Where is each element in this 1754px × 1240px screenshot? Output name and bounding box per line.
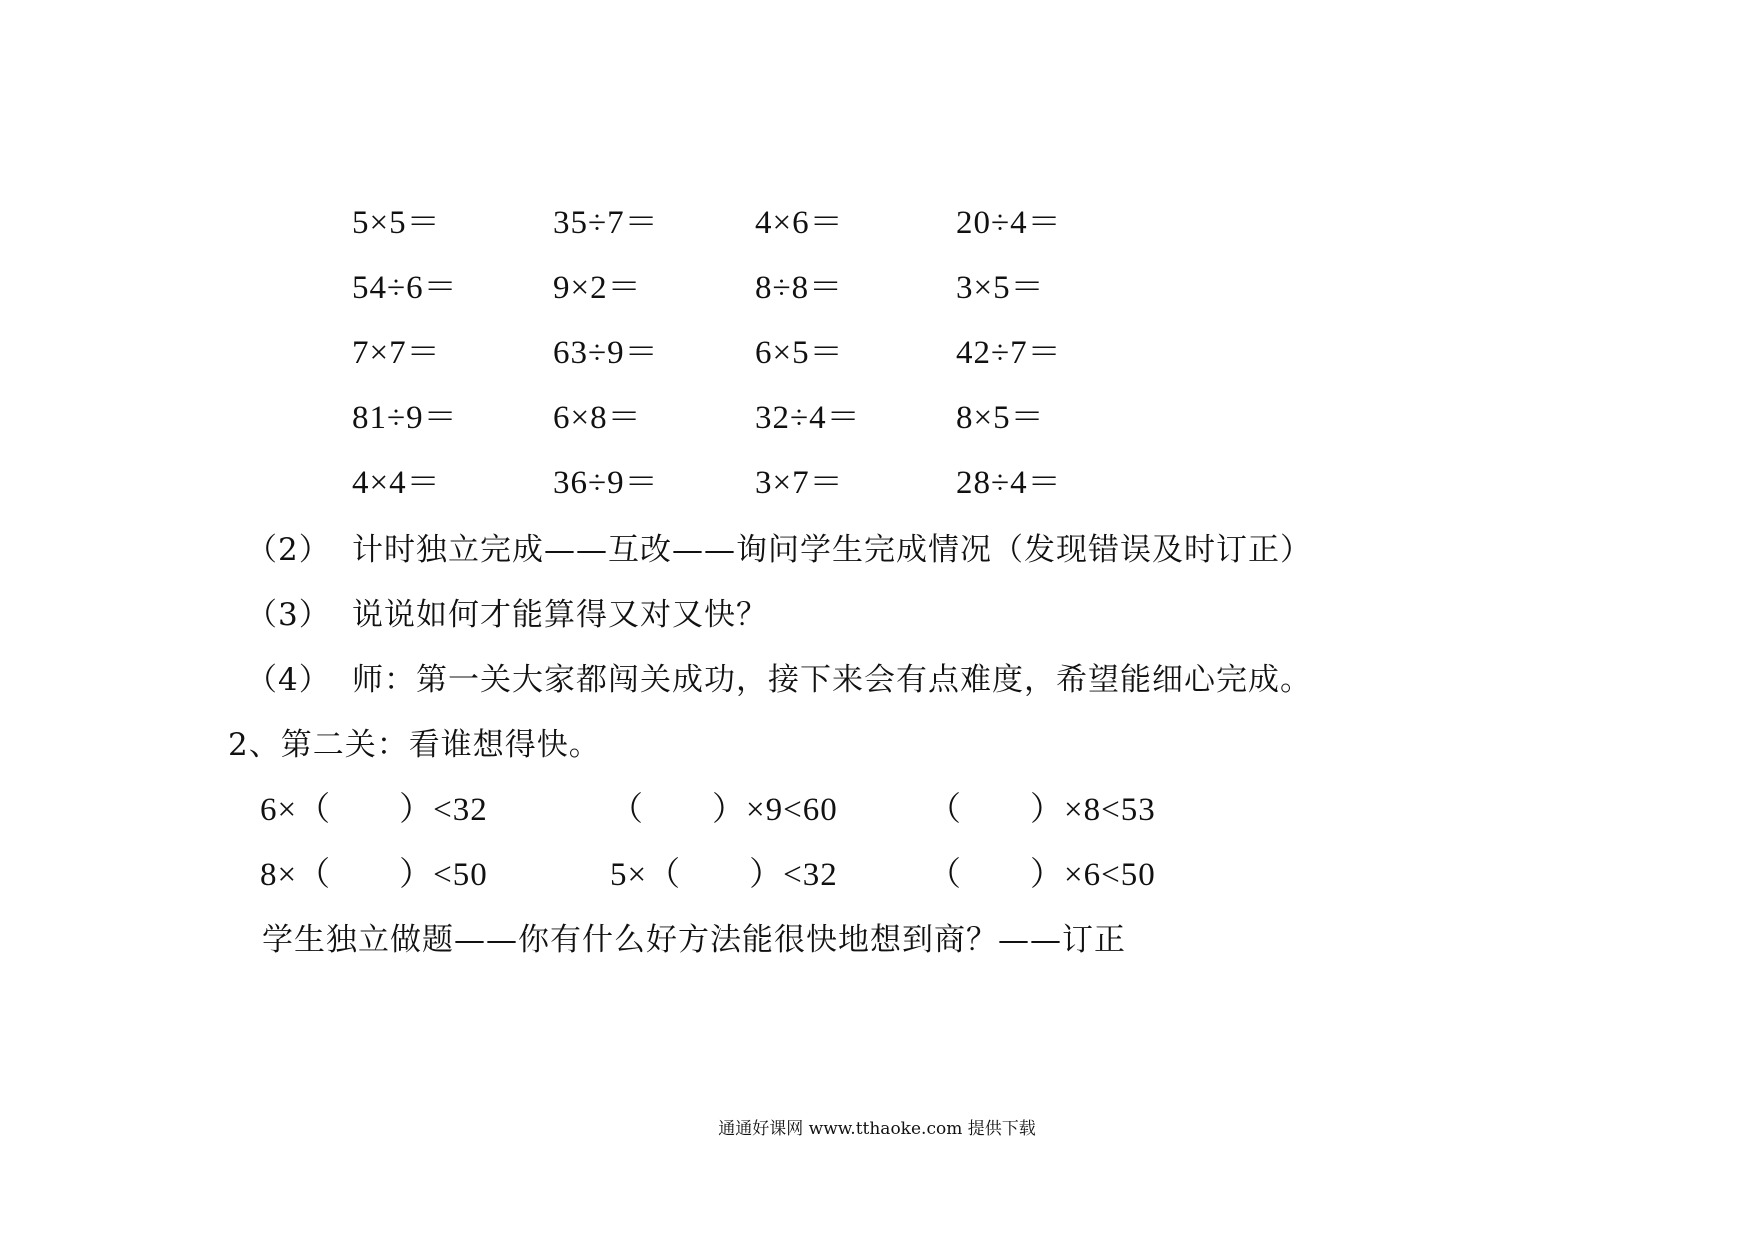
arithmetic-item: 8÷8＝: [755, 270, 844, 306]
arithmetic-item: 4×4＝: [352, 465, 441, 501]
arithmetic-item: 8×5＝: [956, 400, 1045, 436]
step-text: 师：第一关大家都闯关成功，接下来会有点难度，希望能细心完成。: [352, 662, 1312, 698]
step-number: （4）: [246, 662, 331, 698]
arithmetic-item: 6×8＝: [553, 400, 642, 436]
arithmetic-item: 36÷9＝: [553, 465, 659, 501]
arithmetic-item: 3×5＝: [956, 270, 1045, 306]
inequality-item: 5×（ ）<32: [610, 857, 838, 893]
arithmetic-item: 35÷7＝: [553, 205, 659, 241]
inequality-item: （ ）×8<53: [928, 792, 1156, 828]
arithmetic-item: 54÷6＝: [352, 270, 458, 306]
arithmetic-item: 9×2＝: [553, 270, 642, 306]
step-number: （2）: [246, 532, 331, 568]
arithmetic-item: 5×5＝: [352, 205, 441, 241]
arithmetic-item: 7×7＝: [352, 335, 441, 371]
footer-credit: 通通好课网 www.tthaoke.com 提供下载: [718, 1119, 1036, 1139]
step-number: （3）: [246, 597, 331, 633]
arithmetic-item: 4×6＝: [755, 205, 844, 241]
section-heading: 2、第二关：看谁想得快。: [228, 727, 601, 763]
arithmetic-item: 6×5＝: [755, 335, 844, 371]
arithmetic-item: 32÷4＝: [755, 400, 861, 436]
step-text: 说说如何才能算得又对又快？: [352, 597, 768, 633]
arithmetic-item: 20÷4＝: [956, 205, 1062, 241]
inequality-item: 6×（ ）<32: [260, 792, 488, 828]
inequality-item: （ ）×6<50: [928, 857, 1156, 893]
arithmetic-item: 63÷9＝: [553, 335, 659, 371]
arithmetic-item: 42÷7＝: [956, 335, 1062, 371]
arithmetic-item: 3×7＝: [755, 465, 844, 501]
arithmetic-item: 28÷4＝: [956, 465, 1062, 501]
inequality-item: 8×（ ）<50: [260, 857, 488, 893]
step-text: 计时独立完成——互改——询问学生完成情况（发现错误及时订正）: [352, 532, 1312, 568]
closing-text: 学生独立做题——你有什么好方法能很快地想到商？——订正: [262, 922, 1126, 958]
arithmetic-item: 81÷9＝: [352, 400, 458, 436]
inequality-item: （ ）×9<60: [610, 792, 838, 828]
